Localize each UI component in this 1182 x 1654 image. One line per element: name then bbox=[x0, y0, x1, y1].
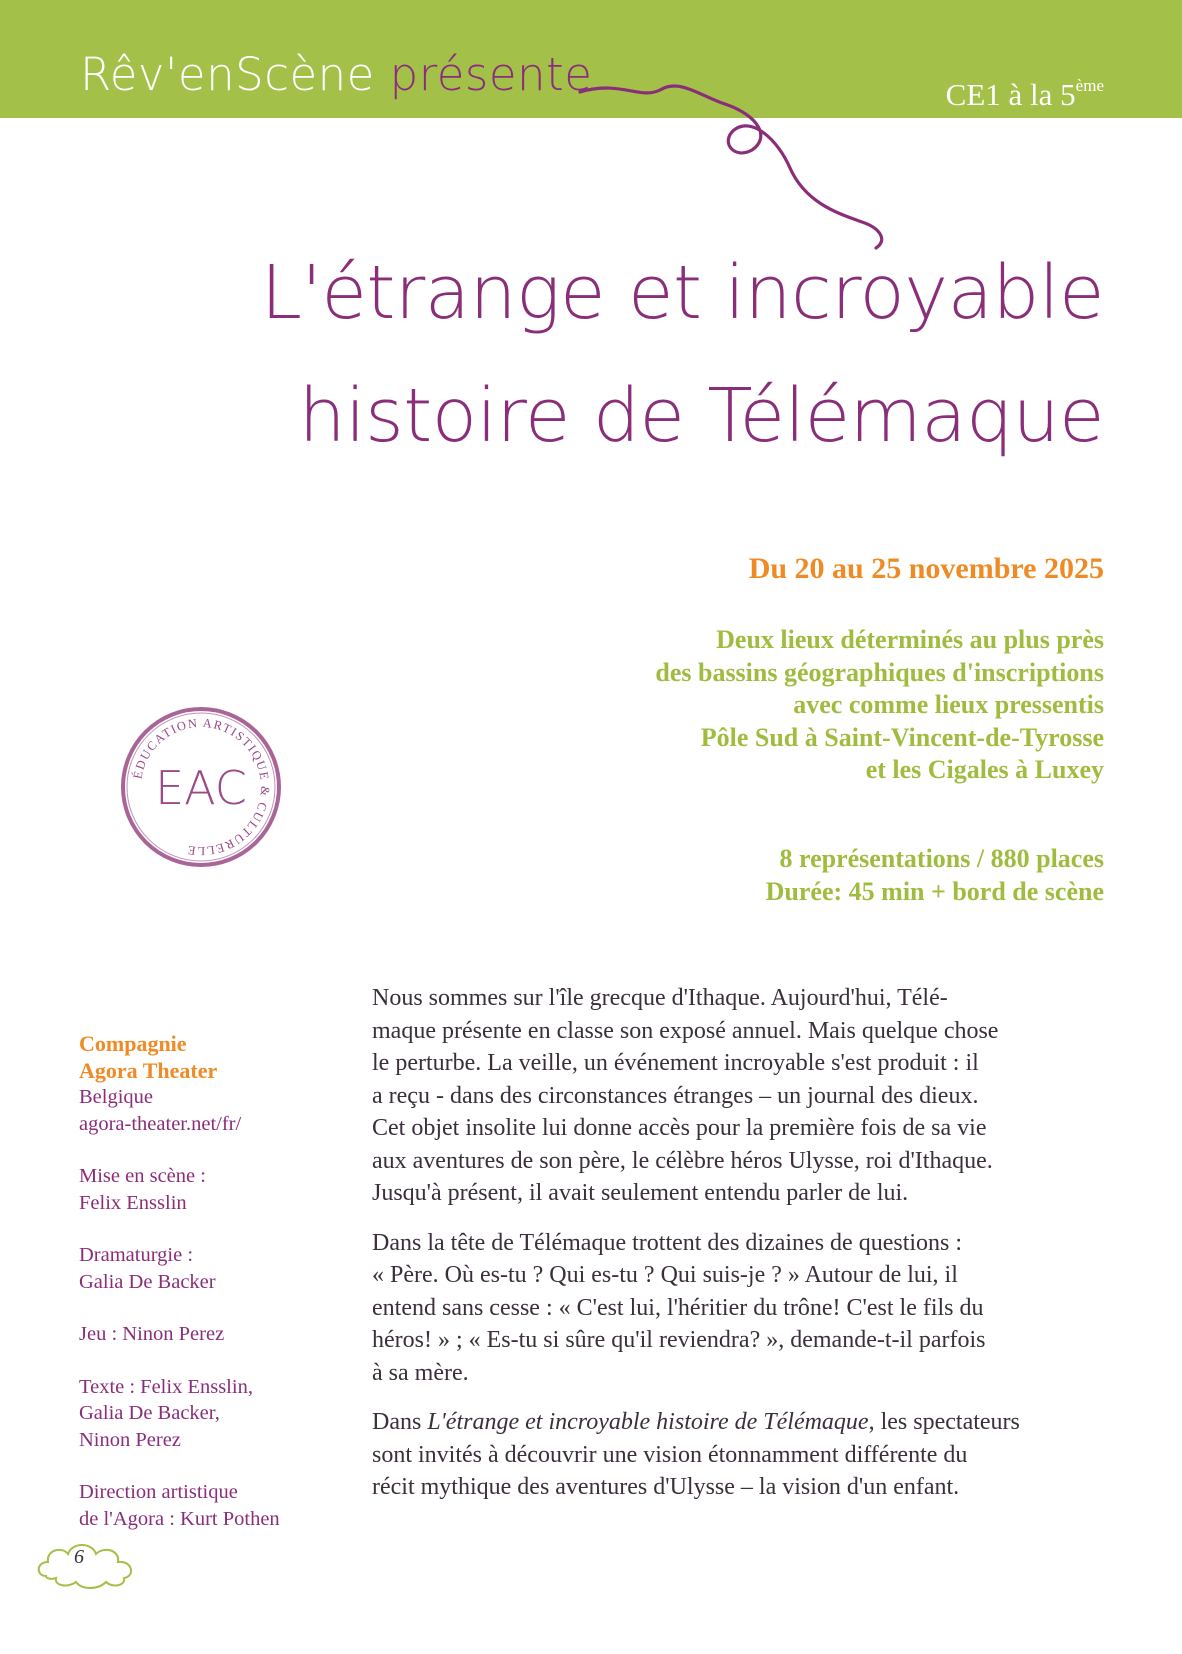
page-number: 6 bbox=[74, 1546, 84, 1568]
drama-value: Galia De Backer bbox=[79, 1270, 216, 1293]
text-line: aux aventures de son père, le célèbre héros Ulysse, roi d'Ithaque. bbox=[372, 1147, 993, 1174]
texte-line: Ninon Perez bbox=[79, 1428, 181, 1451]
performances-count: 8 représentations / 880 places bbox=[779, 844, 1104, 873]
direction-block bbox=[79, 1479, 339, 1532]
level-text: CE1 à la 5 bbox=[945, 77, 1076, 112]
text-line: le perturbe. La veille, un événement incroyable s'est produit : il bbox=[372, 1050, 979, 1076]
mise-value: Felix Ensslin bbox=[79, 1191, 187, 1214]
text-line: Jusqu'à présent, il avait seulement entendu parler de lui. bbox=[372, 1180, 909, 1206]
text-line: à sa mère. bbox=[372, 1359, 469, 1386]
p3-show-title: L'étrange et incroyable histoire de Télémaque bbox=[427, 1409, 869, 1435]
eac-stamp-icon bbox=[118, 704, 284, 870]
stamp-letters: EAC bbox=[155, 761, 247, 815]
direction-line: de l'Agora : Kurt Pothen bbox=[79, 1507, 280, 1530]
texte-block bbox=[79, 1374, 339, 1454]
text-line: héros! » ; « Es-tu si sûre qu'il reviendra? », demande-t-il parfois bbox=[372, 1327, 986, 1353]
show-stats bbox=[766, 842, 1104, 908]
brand-presents: présente bbox=[389, 48, 593, 101]
p3-intro: Dans bbox=[372, 1409, 428, 1435]
show-dates: Du 20 au 25 novembre 2025 bbox=[748, 552, 1104, 585]
brand-name bbox=[80, 48, 592, 101]
jeu-block bbox=[79, 1321, 339, 1348]
text-line: Nous sommes sur l'île grecque d'Ithaque. Aujourd'hui, Télé- bbox=[372, 985, 948, 1011]
texte-line: Texte : Felix Ensslin, bbox=[79, 1375, 253, 1398]
cloud-icon bbox=[32, 1532, 152, 1594]
venue-line: avec comme lieux pressentis bbox=[793, 690, 1104, 719]
company-country: Belgique bbox=[79, 1086, 154, 1108]
synopsis-paragraph-2 bbox=[372, 1227, 1102, 1390]
synopsis bbox=[372, 982, 1102, 1521]
company-name: Agora Theater bbox=[79, 1058, 218, 1083]
synopsis-paragraph-1 bbox=[372, 982, 1102, 1210]
direction-line: Direction artistique bbox=[79, 1481, 238, 1503]
venue-line: des bassins géographiques d'inscriptions bbox=[655, 657, 1104, 687]
mise-label: Mise en scène : bbox=[79, 1165, 206, 1187]
venue-line: Deux lieux déterminés au plus près bbox=[716, 625, 1104, 654]
credits-column bbox=[79, 1030, 339, 1558]
level-suffix: ème bbox=[1075, 76, 1104, 95]
venue-line: et les Cigales à Luxey bbox=[865, 755, 1104, 784]
venue-line: Pôle Sud à Saint-Vincent-de-Tyrosse bbox=[700, 722, 1104, 752]
company-block bbox=[79, 1030, 339, 1137]
p3-rest: , les spectateurs bbox=[868, 1409, 1020, 1435]
dramaturgie-block bbox=[79, 1242, 339, 1295]
jeu-credit: Jeu : Ninon Perez bbox=[79, 1323, 225, 1345]
show-title bbox=[224, 232, 1104, 478]
company-label: Compagnie bbox=[79, 1031, 187, 1056]
text-line bbox=[372, 1406, 1102, 1439]
brand-label: Rêv'enScène bbox=[80, 48, 375, 101]
text-line: entend sans cesse : « C'est lui, l'héritier du trône! C'est le fils du bbox=[372, 1294, 984, 1321]
text-line: maque présente en classe son exposé annuel. Mais quelque chose bbox=[372, 1017, 999, 1044]
stamp-ring-text: ÉDUCATION ARTISTIQUE & CULTURELLE bbox=[130, 715, 273, 859]
title-line-1: L'étrange et incroyable bbox=[260, 250, 1104, 336]
drama-label: Dramaturgie : bbox=[79, 1244, 194, 1266]
synopsis-paragraph-3 bbox=[372, 1406, 1102, 1504]
text-line: « Père. Où es-tu ? Qui es-tu ? Qui suis-je ? » Autour de lui, il bbox=[372, 1262, 958, 1288]
texte-line: Galia De Backer, bbox=[79, 1402, 220, 1424]
title-line-2: histoire de Télémaque bbox=[298, 373, 1104, 459]
venue-info bbox=[655, 624, 1104, 787]
text-line: Dans la tête de Télémaque trottent des dizaines de questions : bbox=[372, 1229, 963, 1256]
show-duration: Durée: 45 min + bord de scène bbox=[765, 877, 1104, 906]
text-line: récit mythique des aventures d'Ulysse – la vision d'un enfant. bbox=[372, 1474, 960, 1500]
text-line: sont invités à découvrir une vision étonnamment différente du bbox=[372, 1441, 968, 1468]
mise-en-scene-block bbox=[79, 1163, 339, 1216]
level-badge bbox=[946, 76, 1104, 113]
company-website[interactable]: agora-theater.net/fr/ bbox=[79, 1112, 242, 1135]
text-line: a reçu - dans des circonstances étranges – un journal des dieux. bbox=[372, 1082, 979, 1109]
text-line: Cet objet insolite lui donne accès pour la première fois de sa vie bbox=[372, 1115, 987, 1141]
